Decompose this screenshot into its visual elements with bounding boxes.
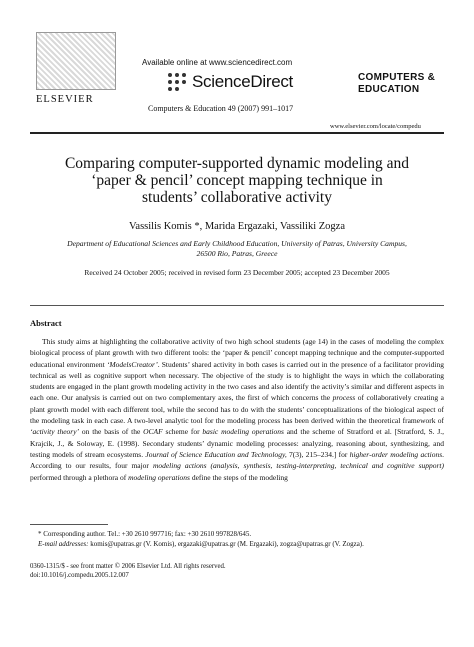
front-matter (30, 562, 226, 580)
email-addresses (38, 540, 444, 550)
header-divider (30, 132, 444, 134)
abstract-emphasis: ‘activity theory’ (30, 427, 80, 437)
title-line-2: ‘paper & pencil’ concept mapping technique in (91, 172, 383, 189)
abstract-text: 7(3), 215–234.] for (286, 449, 350, 459)
sciencedirect-dots-icon (168, 73, 186, 91)
title-line-1: Comparing computer-supported dynamic modeling and (64, 155, 410, 172)
journal-brand-line2: EDUCATION (358, 84, 420, 95)
affiliation-line-1: Department of Educational Sciences and Early Childhood Education, University of Patras, University Campus, (67, 239, 407, 248)
abstract-text: and the scheme of Stratford et al. [Stratford, S. J., Krajcik, J., & Soloway, E. (1998). Secondary students’ dynamic modeling processes: analyzing, reasoning about, synthesizing, and testing models of stream ecosystems. (30, 427, 445, 459)
email-label: E-mail addresses: (38, 539, 89, 548)
abstract-body (30, 336, 444, 483)
sciencedirect-logo (168, 70, 293, 94)
abstract-emphasis: Journal of Science Education and Technology, (145, 449, 287, 459)
section-divider (30, 305, 444, 306)
abstract-emphasis: basic modeling operations (202, 427, 284, 437)
affiliation (50, 239, 424, 259)
abstract-text: scheme for (162, 427, 203, 437)
affiliation-line-2: 26500 Rio, Patras, Greece (196, 249, 278, 258)
abstract-text: . According to our results, four major (30, 449, 444, 471)
abstract-text: This study aims at highlighting the collaborative activity of two high school students (age 14) in the cases of modeling the complex biological process of plant growth with two different tools: the ‘paper & pencil’ concept mapping technique and the computer-supported educational environment (30, 337, 444, 369)
journal-brand (358, 72, 435, 96)
abstract-text: on the basis of the (79, 427, 144, 437)
sciencedirect-wordmark: ScienceDirect (192, 72, 293, 91)
abstract-emphasis: modeling actions (analysis, synthesis, testing-interpreting, technical and cognitive support) (152, 461, 444, 471)
abstract-text: performed through a plethora of (30, 472, 129, 482)
paper-title (30, 155, 444, 206)
copyright-line: 0360-1315/$ - see front matter © 2006 Elsevier Ltd. All rights reserved. (30, 563, 226, 570)
abstract-text: of collaboratively creating a plant growth model with each different tool, while the second has to do with the students’ conceptualizations of the biological aspect of the modeling task in each case. A two-level analytic tool for the modeling process has been derived within the theoretical framework of (30, 393, 444, 426)
journal-url-link[interactable]: www.elsevier.com/locate/compedu (330, 123, 421, 130)
abstract-text: . Students’ shared activity in both cases is carried out in the presence of a facilitator providing technical as well as cognitive support when necessary. The objective of the study is to highlight the ways in which the collaborating students are engaged in the plant growth modeling activity in the two cases and also identify the activity’s similar and different aspects in each one. Our analysis is carried out on two complementary axes, the first of which concerns the (30, 359, 444, 403)
abstract-emphasis: OCAF (143, 427, 163, 437)
abstract-heading: Abstract (30, 318, 62, 328)
abstract-emphasis: process (332, 393, 356, 403)
abstract-text: define the steps of the modeling (189, 472, 288, 482)
author-list: Vassilis Komis *, Marida Ergazaki, Vassiliki Zogza (129, 221, 345, 232)
elsevier-tree-emblem (36, 32, 116, 90)
journal-brand-line1: COMPUTERS & (358, 72, 436, 83)
abstract-emphasis: ‘ModelsCreator’ (106, 359, 158, 369)
email-list[interactable]: komis@upatras.gr (V. Komis), ergazaki@upatras.gr (M. Ergazaki), zogza@upatras.gr (V. Zogza). (88, 539, 364, 548)
received-dates: Received 24 October 2005; received in revised form 23 December 2005; accepted 23 December 2005 (84, 268, 390, 277)
corresponding-author: * Corresponding author. Tel.: +30 2610 997716; fax: +30 2610 997828/645. (38, 530, 252, 538)
abstract-emphasis: higher-order modeling actions (349, 449, 443, 459)
footnote (38, 530, 444, 549)
title-line-3: students’ collaborative activity (142, 189, 332, 206)
elsevier-wordmark: ELSEVIER (36, 94, 94, 105)
elsevier-logo (30, 32, 118, 122)
abstract-emphasis: modeling operations (128, 472, 190, 482)
journal-citation: Computers & Education 49 (2007) 991–1017 (148, 104, 294, 113)
doi-line[interactable]: doi:10.1016/j.compedu.2005.12.007 (30, 572, 129, 579)
footnote-rule (30, 524, 108, 525)
available-online-text: Available online at www.sciencedirect.com (142, 58, 293, 67)
